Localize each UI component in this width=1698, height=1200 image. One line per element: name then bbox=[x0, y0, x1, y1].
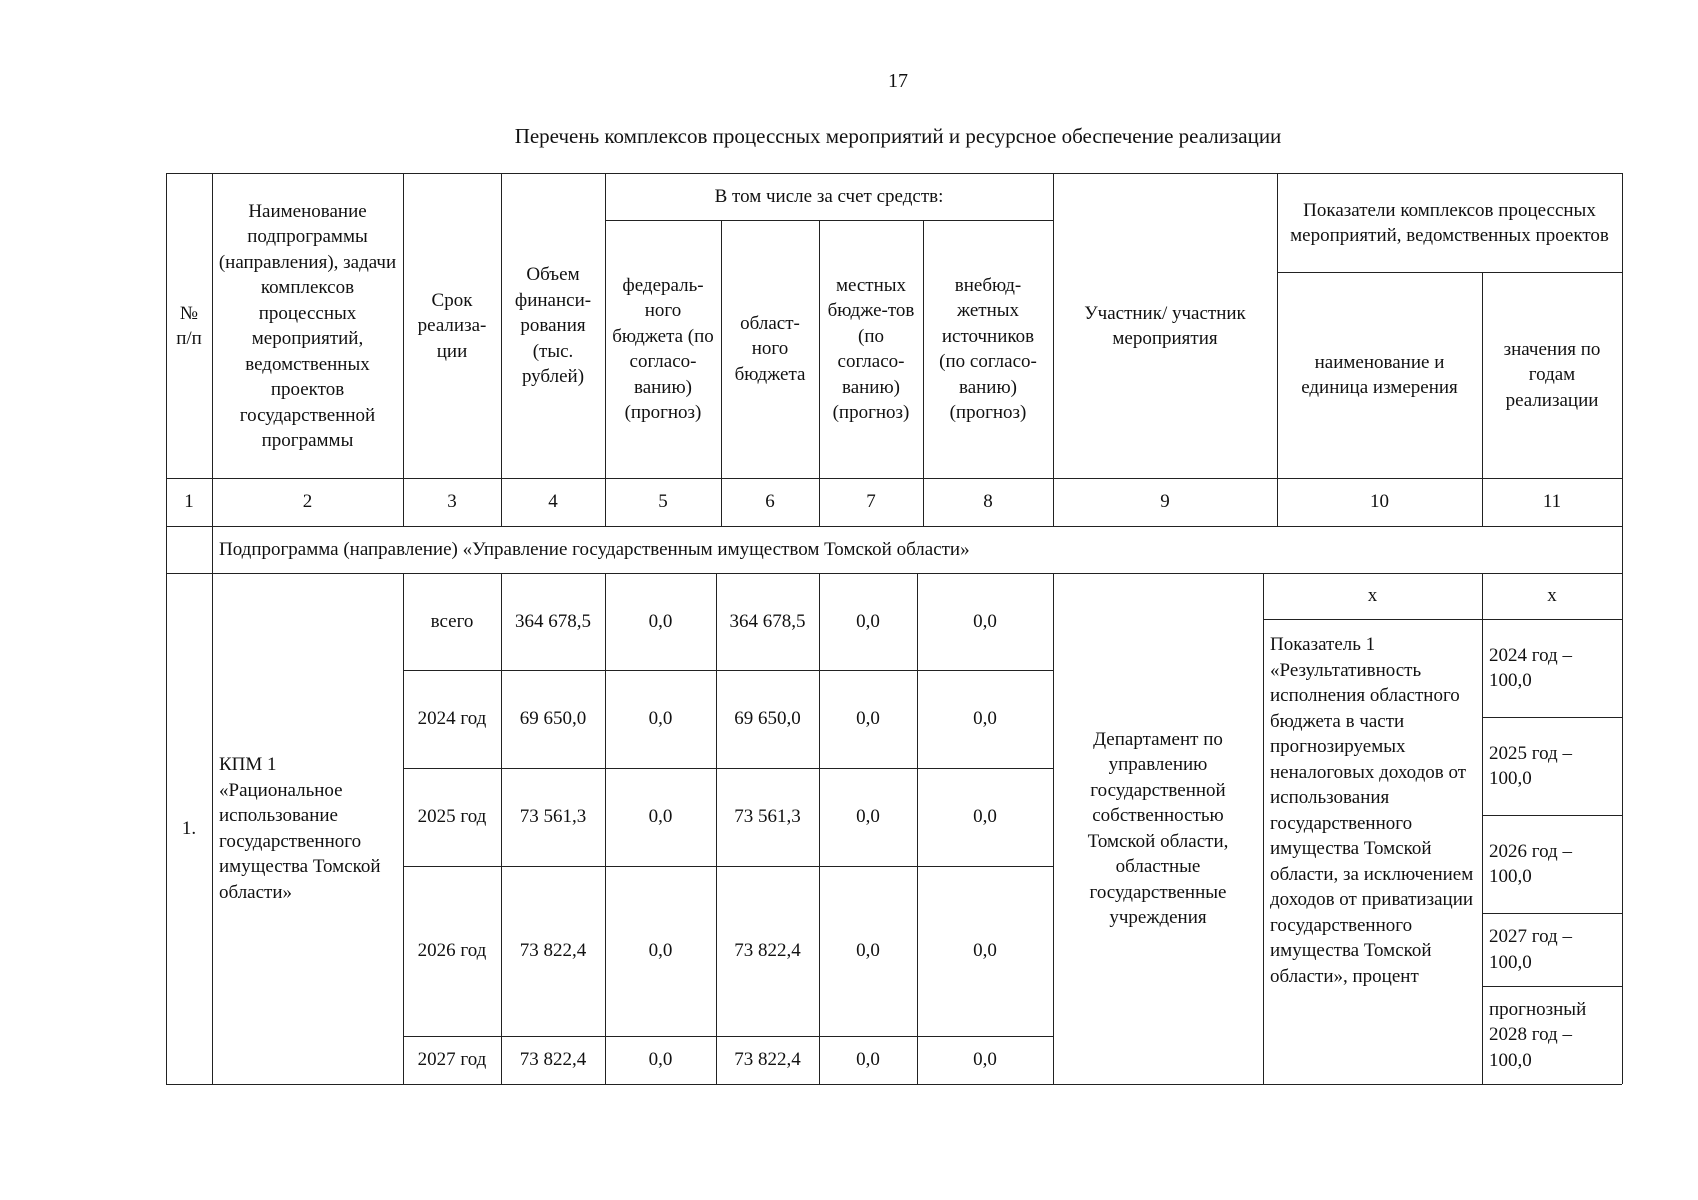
header-federal: федераль-ного бюджета (по согласо-ванию) (прогноз) bbox=[612, 274, 714, 423]
year-volume: 69 650,0 bbox=[519, 708, 587, 730]
grid-line bbox=[1263, 573, 1264, 1084]
row-number: 1. bbox=[181, 817, 197, 839]
grid-line bbox=[1482, 717, 1622, 718]
header-participant: Участник/ участник мероприятия bbox=[1084, 302, 1246, 349]
year-volume: 73 822,4 bbox=[519, 940, 587, 962]
year-offbudget: 0,0 bbox=[973, 610, 997, 632]
grid-line bbox=[1482, 573, 1483, 1084]
grid-line bbox=[501, 173, 502, 526]
year-federal: 0,0 bbox=[648, 610, 673, 632]
col-number: 2 bbox=[302, 491, 313, 513]
subprogram-title: Подпрограмма (направление) «Управление государственным имуществом Томской области» bbox=[219, 538, 970, 560]
grid-line bbox=[605, 220, 1053, 221]
x-mark-name: х bbox=[1367, 585, 1378, 607]
grid-line bbox=[403, 173, 404, 526]
grid-line bbox=[1053, 573, 1054, 1084]
row-name: КПМ 1 «Рациональное использование государственного имущества Томской области» bbox=[219, 754, 381, 903]
year-regional: 69 650,0 bbox=[734, 708, 801, 730]
grid-line bbox=[1482, 986, 1622, 987]
grid-line bbox=[716, 573, 717, 1084]
col-number: 1 bbox=[184, 491, 194, 513]
header-name: Наименование подпрограммы (направления), задачи комплексов процессных мероприятий, ведомственных проектов государственной программы bbox=[218, 200, 397, 451]
header-regional: област-ного бюджета bbox=[734, 312, 806, 385]
x-mark-values: х bbox=[1547, 585, 1557, 607]
grid-line bbox=[923, 220, 924, 526]
year-offbudget: 0,0 bbox=[973, 940, 997, 962]
header-incl-group: В том числе за счет средств: bbox=[714, 186, 944, 208]
grid-line bbox=[1277, 272, 1622, 273]
year-federal: 0,0 bbox=[648, 708, 673, 730]
year-federal: 0,0 bbox=[648, 1049, 673, 1071]
indicator-value: 2027 год – 100,0 bbox=[1489, 926, 1572, 973]
grid-line bbox=[166, 173, 1622, 174]
year-federal: 0,0 bbox=[648, 806, 673, 828]
header-indicators-group: Показатели комплексов процессных мероприятий, ведомственных проектов bbox=[1290, 199, 1609, 246]
col-number: 4 bbox=[548, 491, 558, 513]
indicator-value: 2024 год – 100,0 bbox=[1489, 644, 1572, 691]
row-participant: Департамент по управлению государственной собственностью Томской области, областные государственные учреждения bbox=[1087, 728, 1229, 928]
page-number: 17 bbox=[888, 70, 908, 92]
grid-line bbox=[721, 220, 722, 526]
year-offbudget: 0,0 bbox=[973, 1049, 997, 1071]
year-federal: 0,0 bbox=[648, 940, 673, 962]
year-offbudget: 0,0 bbox=[973, 708, 997, 730]
year-volume: 73 561,3 bbox=[519, 806, 587, 828]
col-number: 3 bbox=[447, 491, 457, 513]
col-number: 5 bbox=[658, 491, 668, 513]
year-volume: 73 822,4 bbox=[519, 1049, 587, 1071]
grid-line bbox=[166, 1084, 1622, 1085]
grid-line bbox=[403, 573, 404, 1084]
header-indicator-values: значения по годам реализации bbox=[1503, 338, 1601, 411]
grid-line bbox=[501, 573, 502, 1084]
year-offbudget: 0,0 bbox=[973, 806, 997, 828]
grid-line bbox=[166, 526, 1622, 527]
col-number: 10 bbox=[1370, 491, 1389, 513]
year-regional: 73 822,4 bbox=[734, 940, 801, 962]
year-local: 0,0 bbox=[856, 940, 880, 962]
year-term: 2027 год bbox=[417, 1049, 487, 1071]
col-number: 6 bbox=[765, 491, 775, 513]
indicator-value: прогнозный 2028 год – 100,0 bbox=[1489, 998, 1587, 1071]
header-term: Срок реализа-ции bbox=[417, 289, 487, 362]
grid-line bbox=[1263, 619, 1622, 620]
grid-line bbox=[917, 573, 918, 1084]
header-local: местных бюдже-тов (по согласо-ванию) (прогноз) bbox=[827, 274, 915, 423]
grid-line bbox=[1622, 173, 1623, 1084]
year-regional: 364 678,5 bbox=[729, 610, 806, 632]
header-indicator-name: наименование и единица измерения bbox=[1301, 351, 1458, 398]
document-title: Перечень комплексов процессных мероприятий и ресурсное обеспечение реализации bbox=[514, 124, 1282, 148]
header-num: № п/п bbox=[176, 302, 202, 349]
year-local: 0,0 bbox=[856, 610, 880, 632]
year-local: 0,0 bbox=[856, 708, 880, 730]
header-offbudget: внебюд-жетных источников (по согласо-ванию) (прогноз) bbox=[939, 274, 1037, 423]
year-term: всего bbox=[430, 610, 474, 632]
year-local: 0,0 bbox=[856, 1049, 880, 1071]
indicator-value: 2026 год – 100,0 bbox=[1489, 840, 1572, 887]
grid-line bbox=[1482, 272, 1483, 526]
indicator-value: 2025 год – 100,0 bbox=[1489, 742, 1572, 789]
year-local: 0,0 bbox=[856, 806, 880, 828]
year-volume: 364 678,5 bbox=[515, 610, 591, 632]
col-number: 9 bbox=[1160, 491, 1170, 513]
grid-line bbox=[1053, 173, 1054, 526]
grid-line bbox=[212, 173, 213, 1084]
year-regional: 73 561,3 bbox=[734, 806, 801, 828]
header-volume: Объем финанси-рования (тыс. рублей) bbox=[514, 264, 592, 388]
grid-line bbox=[1482, 815, 1622, 816]
year-regional: 73 822,4 bbox=[734, 1049, 801, 1071]
year-term: 2024 год bbox=[417, 708, 487, 730]
year-term: 2026 год bbox=[417, 940, 487, 962]
col-number: 8 bbox=[983, 491, 993, 513]
year-term: 2025 год bbox=[417, 806, 487, 828]
col-number: 11 bbox=[1542, 491, 1562, 513]
grid-line bbox=[605, 573, 606, 1084]
grid-line bbox=[819, 220, 820, 526]
grid-line bbox=[166, 573, 1622, 574]
indicator-name: Показатель 1 «Результативность исполнения областного бюджета в части прогнозируемых неналоговых доходов от использования государственного имущества Томской области, за исключением доходов от приватизации государственного имущества Томской области», процент bbox=[1270, 634, 1474, 987]
col-number: 7 bbox=[866, 491, 876, 513]
grid-line bbox=[605, 173, 606, 526]
grid-line bbox=[819, 573, 820, 1084]
grid-line bbox=[1482, 913, 1622, 914]
grid-line bbox=[166, 173, 167, 1084]
grid-line bbox=[1277, 173, 1278, 526]
grid-line bbox=[166, 478, 1622, 479]
